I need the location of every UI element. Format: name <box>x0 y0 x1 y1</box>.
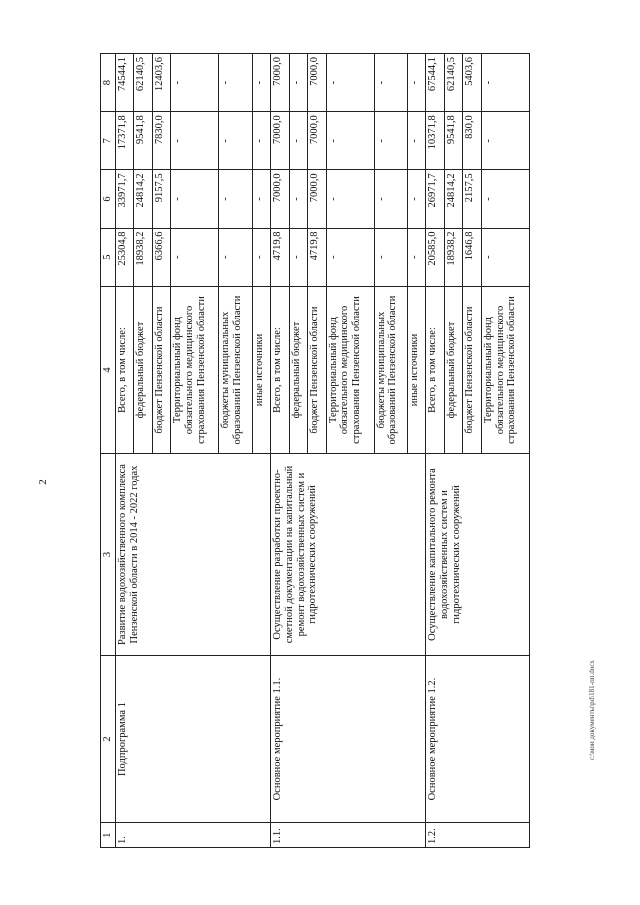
source-label: Всего, в том числе: <box>271 286 290 454</box>
value-cell: 17371,8 <box>115 112 134 170</box>
source-label: бюджеты муниципальных образований Пензенской области <box>374 286 407 454</box>
value-cell: - <box>219 112 252 170</box>
value-cell: 4719,8 <box>271 228 290 286</box>
value-cell: 9157,5 <box>152 170 171 228</box>
value-cell: - <box>171 170 219 228</box>
value-cell: 24814,2 <box>444 170 463 228</box>
rotated-table-container <box>100 53 530 848</box>
row-number: 1.1. <box>271 823 426 848</box>
value-cell: 20585,0 <box>426 228 445 286</box>
value-cell: 10371,8 <box>426 112 445 170</box>
value-cell: 7000,0 <box>308 170 327 228</box>
value-cell: 26971,7 <box>426 170 445 228</box>
value-cell: 7000,0 <box>271 112 290 170</box>
source-label: Территориальный фонд обязательного медицинского страхования Пензенской области <box>326 286 374 454</box>
page-number: 2 <box>36 479 49 485</box>
value-cell: 24814,2 <box>134 170 153 228</box>
row-number: 1.2. <box>426 823 530 848</box>
row-title: Осуществление капитального ремонта водохозяйственных систем и гидротехнических сооружений <box>426 454 530 655</box>
value-cell: - <box>374 112 407 170</box>
value-cell: 18938,2 <box>134 228 153 286</box>
value-cell: - <box>289 228 308 286</box>
col-header: 8 <box>101 54 116 112</box>
value-cell: 4719,8 <box>308 228 327 286</box>
value-cell: - <box>481 228 529 286</box>
value-cell: - <box>171 54 219 112</box>
table-row <box>115 54 134 848</box>
value-cell: 6366,6 <box>152 228 171 286</box>
value-cell: 9541,8 <box>134 112 153 170</box>
col-header: 2 <box>101 655 116 823</box>
footer-file-path: c:\мои документы\pd\181-пп.docx <box>588 660 596 760</box>
source-label: Всего, в том числе: <box>426 286 445 454</box>
source-label: Территориальный фонд обязательного медицинского страхования Пензенской области <box>481 286 529 454</box>
value-cell: - <box>219 54 252 112</box>
value-cell: - <box>252 112 271 170</box>
value-cell: - <box>374 228 407 286</box>
table-row <box>271 54 290 848</box>
value-cell: - <box>289 112 308 170</box>
value-cell: 62140,5 <box>134 54 153 112</box>
value-cell: - <box>407 112 426 170</box>
value-cell: - <box>219 170 252 228</box>
source-label: Территориальный фонд обязательного медицинского страхования Пензенской области <box>171 286 219 454</box>
value-cell: - <box>481 54 529 112</box>
source-label: бюджет Пензенской области <box>308 286 327 454</box>
source-label: иные источники <box>407 286 426 454</box>
col-header: 4 <box>101 286 116 454</box>
value-cell: - <box>252 228 271 286</box>
col-header: 3 <box>101 454 116 655</box>
value-cell: - <box>407 228 426 286</box>
header-row <box>101 54 116 848</box>
col-header: 1 <box>101 823 116 848</box>
source-label: иные источники <box>252 286 271 454</box>
value-cell: - <box>219 228 252 286</box>
value-cell: 2157,5 <box>463 170 482 228</box>
col-header: 7 <box>101 112 116 170</box>
value-cell: 18938,2 <box>444 228 463 286</box>
value-cell: - <box>481 112 529 170</box>
value-cell: 7830,0 <box>152 112 171 170</box>
value-cell: 7000,0 <box>308 112 327 170</box>
value-cell: 7000,0 <box>271 170 290 228</box>
value-cell: - <box>407 54 426 112</box>
value-cell: 12403,6 <box>152 54 171 112</box>
value-cell: 74544,1 <box>115 54 134 112</box>
value-cell: - <box>326 170 374 228</box>
value-cell: - <box>171 228 219 286</box>
row-name: Основное мероприятие 1.1. <box>271 655 426 823</box>
value-cell: 62140,5 <box>444 54 463 112</box>
row-title: Развитие водохозяйственного комплекса Пензенской области в 2014 - 2022 годах <box>115 454 270 655</box>
source-label: бюджет Пензенской области <box>463 286 482 454</box>
value-cell: - <box>407 170 426 228</box>
value-cell: 7000,0 <box>308 54 327 112</box>
value-cell: 830,0 <box>463 112 482 170</box>
value-cell: 1646,8 <box>463 228 482 286</box>
value-cell: 7000,0 <box>271 54 290 112</box>
value-cell: - <box>326 112 374 170</box>
table-row <box>426 54 445 848</box>
value-cell: - <box>171 112 219 170</box>
source-label: бюджет Пензенской области <box>152 286 171 454</box>
source-label: федеральный бюджет <box>289 286 308 454</box>
value-cell: - <box>481 170 529 228</box>
row-title: Осуществление разработки проектно-сметной документации на капитальный ремонт водохозяйственных систем и гидротехнических сооружений <box>271 454 426 655</box>
value-cell: - <box>289 170 308 228</box>
value-cell: - <box>326 228 374 286</box>
row-name: Основное мероприятие 1.2. <box>426 655 530 823</box>
row-name: Подпрограмма 1 <box>115 655 270 823</box>
col-header: 6 <box>101 170 116 228</box>
value-cell: 5403,6 <box>463 54 482 112</box>
value-cell: 25304,8 <box>115 228 134 286</box>
value-cell: - <box>252 170 271 228</box>
value-cell: - <box>374 54 407 112</box>
value-cell: - <box>326 54 374 112</box>
col-header: 5 <box>101 228 116 286</box>
funding-table <box>100 53 530 848</box>
value-cell: 9541,8 <box>444 112 463 170</box>
source-label: федеральный бюджет <box>444 286 463 454</box>
row-number: 1. <box>115 823 270 848</box>
source-label: Всего, в том числе: <box>115 286 134 454</box>
value-cell: - <box>252 54 271 112</box>
source-label: бюджеты муниципальных образований Пензенской области <box>219 286 252 454</box>
value-cell: 67544,1 <box>426 54 445 112</box>
source-label: федеральный бюджет <box>134 286 153 454</box>
value-cell: - <box>289 54 308 112</box>
value-cell: 33971,7 <box>115 170 134 228</box>
value-cell: - <box>374 170 407 228</box>
